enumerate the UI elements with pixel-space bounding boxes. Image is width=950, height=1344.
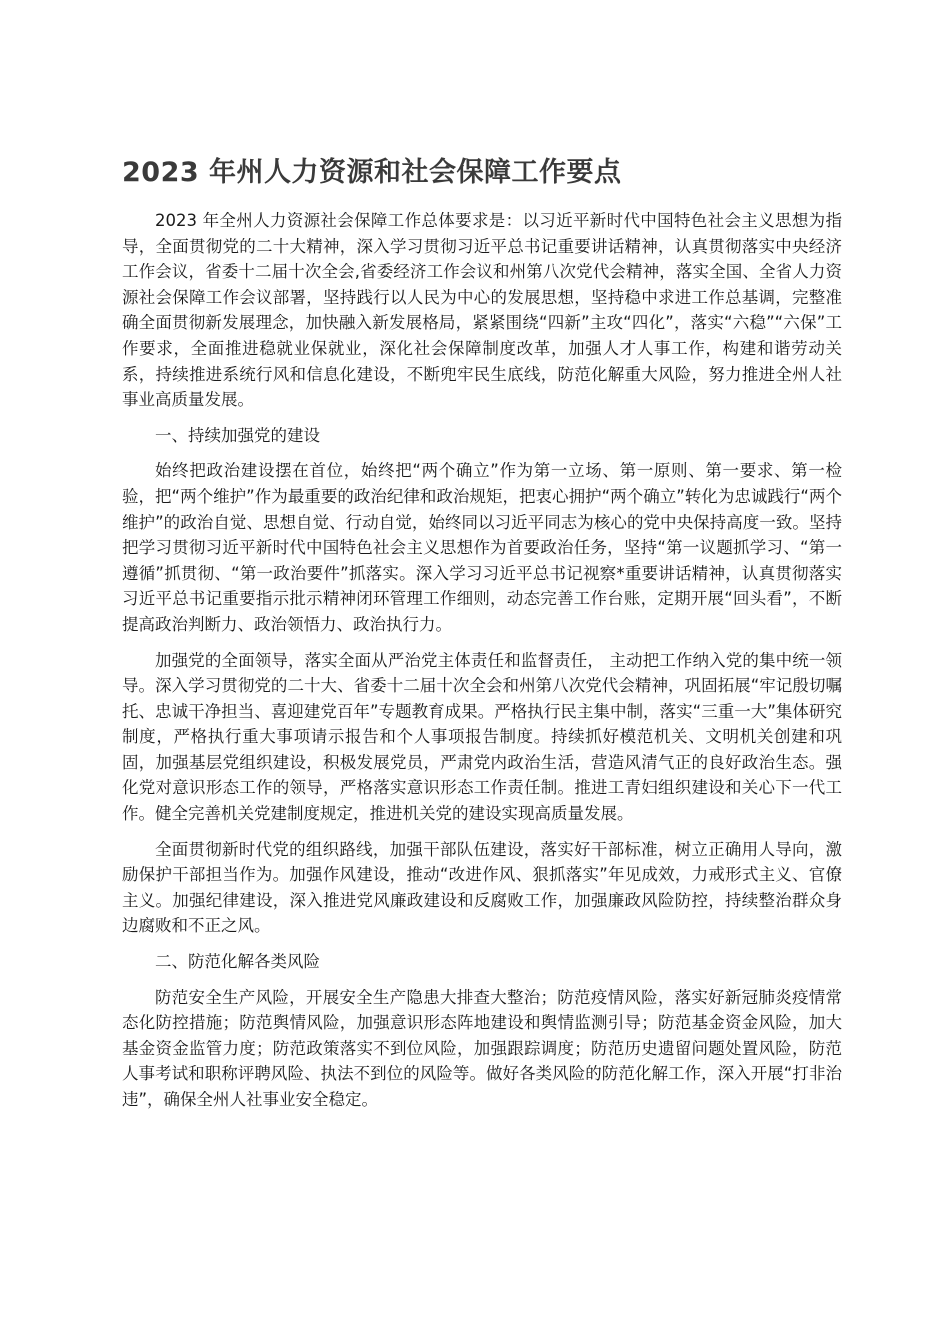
document-body [122, 208, 842, 1123]
intro-paragraph: 2023 年全州人力资源社会保障工作总体要求是：以习近平新时代中国特色社会主义思想为指导，全面贯彻党的二十大精神，深入学习贯彻习近平总书记重要讲话精神，认真贯彻落实中央经济工作会议，省委十二届十次全会,省委经济工作会议和州第八次党代会精神，落实全国、全省人力资源社会保障工作会议部署，坚持践行以人民为中心的发展思想，坚持稳中求进工作总基调，完整准确全面贯彻新发展理念，加快融入新发展格局，紧紧围绕“四新”主攻“四化”，落实“六稳”“六保”工作要求，全面推进稳就业保就业，深化社会保障制度改革，加强人才人事工作，构建和谐劳动关系，持续推进系统行风和信息化建设，不断兜牢民生底线，防范化解重大风险，努力推进全州人社事业高质量发展。 [122, 211, 842, 410]
section-heading-risk-prevention: 二、防范化解各类风险 [155, 952, 320, 972]
body-paragraph: 始终把政治建设摆在首位，始终把“两个确立”作为第一立场、第一原则、第一要求、第一检验，把“两个维护”作为最重要的政治纪律和政治规矩，把衷心拥护“两个确立”转化为忠诚践行“两个维护”的政治自觉、思想自觉、行动自觉，始终同以习近平同志为核心的党中央保持高度一致。坚持把学习贯彻习近平新时代中国特色社会主义思想作为首要政治任务，坚持“第一议题抓学习、“第一遵循”抓贯彻、“第一政治要件”抓落实。深入学习习近平总书记视察*重要讲话精神，认真贯彻落实习近平总书记重要指示批示精神闭环管理工作细则，动态完善工作台账，定期开展“回头看”，不断提高政治判断力、政治领悟力、政治执行力。 [122, 461, 842, 634]
document-title: 2023 年州人力资源和社会保障工作要点 [122, 157, 622, 188]
body-paragraph: 防范安全生产风险，开展安全生产隐患大排查大整治；防范疫情风险，落实好新冠肺炎疫情常态化防控措施；防范舆情风险，加强意识形态阵地建设和舆情监测引导；防范基金资金风险，加大基金资金监管力度；防范政策落实不到位风险，加强跟踪调度；防范历史遗留问题处置风险，防范人事考试和职称评聘风险、执法不到位的风险等。做好各类风险的防范化解工作，深入开展“打非治违”，确保全州人社事业安全稳定。 [122, 987, 842, 1109]
body-paragraph: 全面贯彻新时代党的组织路线，加强干部队伍建设，落实好干部标准，树立正确用人导向，激励保护干部担当作为。加强作风建设，推动“改进作风、狠抓落实”年见成效，力戒形式主义、官僚主义。加强纪律建设，深入推进党风廉政建设和反腐败工作，加强廉政风险防控，持续整治群众身边腐败和不正之风。 [122, 839, 842, 936]
section-heading-party-building: 一、持续加强党的建设 [155, 425, 320, 445]
body-paragraph: 加强党的全面领导，落实全面从严治党主体责任和监督责任， 主动把工作纳入党的集中统一领导。深入学习贯彻党的二十大、省委十二届十次全会和州第八次党代会精神，巩固拓展“牢记殷切嘱托、忠诚干净担当、喜迎建党百年”专题教育成果。严格执行民主集中制，落实“三重一大”集体研究制度，严格执行重大事项请示报告和个人事项报告制度。持续抓好模范机关、文明机关创建和巩固，加强基层党组织建设，积极发展党员，严肃党内政治生活，营造风清气正的良好政治生态。强化党对意识形态工作的领导，严格落实意识形态工作责任制。推进工青妇组织建设和关心下一代工作。健全完善机关党建制度规定，推进机关党的建设实现高质量发展。 [122, 650, 842, 824]
